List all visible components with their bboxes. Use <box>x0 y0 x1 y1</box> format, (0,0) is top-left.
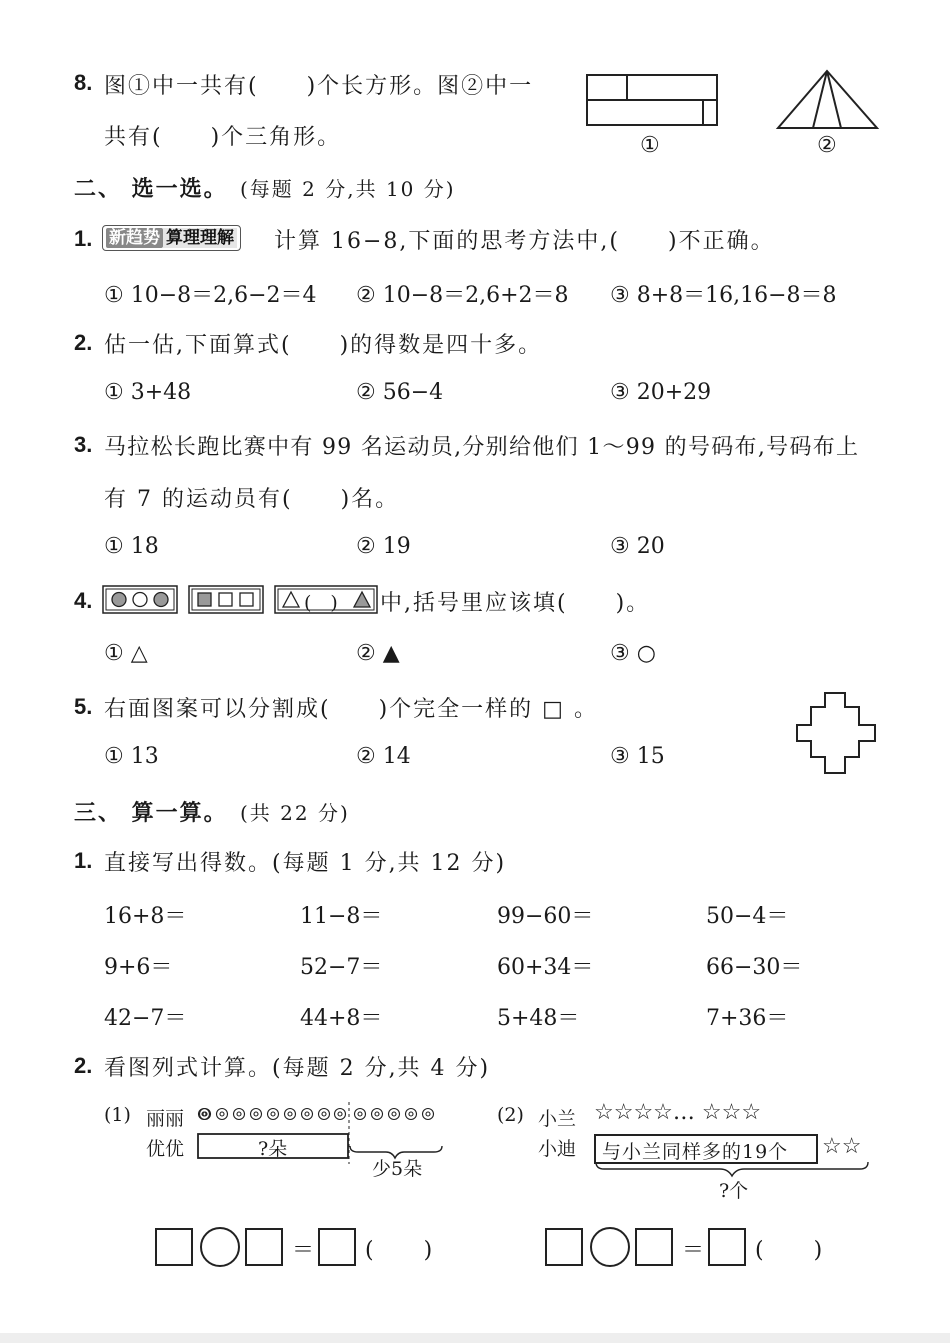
s2-q5-option-1[interactable]: ① 13 <box>104 744 159 769</box>
p2-unit-paren[interactable]: ( ) <box>755 1238 825 1263</box>
s2-q4-number: 4. <box>74 588 93 613</box>
calc-item[interactable]: 52−7＝ <box>300 955 383 980</box>
s2-q3-number: 3. <box>74 432 93 457</box>
s3-q2-number: 2. <box>74 1053 93 1078</box>
p1-equals: ＝ <box>292 1238 317 1263</box>
q8-number: 8. <box>74 70 93 95</box>
p1-label: (1) <box>104 1104 131 1126</box>
p2-label: (2) <box>497 1104 524 1126</box>
p2-name-xiaodi: 小迪 <box>538 1138 577 1160</box>
s2-q1-option-2[interactable]: ② 10−8＝2,6+2＝8 <box>356 283 569 308</box>
s2-q5-option-3[interactable]: ③ 15 <box>610 744 665 769</box>
calc-item[interactable]: 5+48＝ <box>497 1006 580 1031</box>
section3-score: (共 22 分) <box>240 801 350 825</box>
calc-item[interactable]: 60+34＝ <box>497 955 594 980</box>
fig2-label: ② <box>817 133 839 158</box>
p1-operator-circle[interactable] <box>200 1227 240 1267</box>
s2-q4-text: 中,括号里应该填( )。 <box>380 591 651 616</box>
s2-q1-number: 1. <box>74 226 93 251</box>
calc-item[interactable]: 16+8＝ <box>104 904 187 929</box>
p1-less-text: 少5朵 <box>372 1158 423 1180</box>
section2-score: (每题 2 分,共 10 分) <box>240 177 456 201</box>
s2-q5-option-2[interactable]: ② 14 <box>356 744 411 769</box>
s2-q4-blank[interactable]: ( ) <box>304 592 338 614</box>
s2-q2-text: 估一估,下面算式( )的得数是四十多。 <box>104 333 543 358</box>
section3-heading: 三、 算一算。 <box>74 800 228 826</box>
p2-name-xiaolan: 小兰 <box>538 1108 577 1130</box>
p2-box-text: 与小兰同样多的19个 <box>602 1141 789 1163</box>
p1-bar-text: ?朵 <box>258 1138 288 1160</box>
s2-q5-text: 右面图案可以分割成( )个完全一样的 □ 。 <box>104 697 598 722</box>
s2-q1-text: 计算 16−8,下面的思考方法中,( )不正确。 <box>274 229 775 254</box>
q8-line1: 图①中一共有( )个长方形。图②中一 <box>104 74 534 99</box>
p1-name-lili: 丽丽 <box>146 1108 185 1130</box>
q8-line2: 共有( )个三角形。 <box>104 125 342 150</box>
calc-item[interactable]: 99−60＝ <box>497 904 594 929</box>
p2-answer-box-2[interactable] <box>635 1228 673 1266</box>
p2-star-row: ☆☆☆☆… ☆☆☆ <box>594 1100 762 1125</box>
calc-item[interactable]: 50−4＝ <box>706 904 789 929</box>
s2-q2-option-1[interactable]: ① 3+48 <box>104 380 192 405</box>
p1-answer-box-2[interactable] <box>245 1228 283 1266</box>
s2-q3-option-1[interactable]: ① 18 <box>104 534 159 559</box>
calc-item[interactable]: 11−8＝ <box>300 904 383 929</box>
trend-badge <box>102 225 241 251</box>
s2-q2-number: 2. <box>74 330 93 355</box>
s3-q2-text: 看图列式计算。(每题 2 分,共 4 分) <box>104 1056 491 1081</box>
calc-item[interactable]: 66−30＝ <box>706 955 803 980</box>
calc-item[interactable]: 9+6＝ <box>104 955 173 980</box>
p2-result-box[interactable] <box>708 1228 746 1266</box>
fig1-label: ① <box>640 133 662 158</box>
s3-q1-text: 直接写出得数。(每题 1 分,共 12 分) <box>104 851 507 876</box>
s2-q2-option-3[interactable]: ③ 20+29 <box>610 380 712 405</box>
p1-name-youyou: 优优 <box>146 1138 185 1160</box>
s2-q4-option-1[interactable]: ① △ <box>104 641 148 666</box>
cross-shape-figure <box>794 690 880 776</box>
p1-result-box[interactable] <box>318 1228 356 1266</box>
p2-brace-text: ?个 <box>719 1180 749 1202</box>
s2-q4-option-3[interactable]: ③ ○ <box>610 641 656 666</box>
s3-q1-number: 1. <box>74 848 93 873</box>
s2-q1-option-3[interactable]: ③ 8+8＝16,16−8＝8 <box>610 283 837 308</box>
p2-operator-circle[interactable] <box>590 1227 630 1267</box>
square-pattern-icon <box>188 585 264 615</box>
p2-answer-box-1[interactable] <box>545 1228 583 1266</box>
s2-q2-option-2[interactable]: ② 56−4 <box>356 380 444 405</box>
s2-q3-line2: 有 7 的运动员有( )名。 <box>104 487 400 512</box>
p2-extra-stars: ☆☆ <box>822 1134 862 1159</box>
s2-q4-option-2[interactable]: ② ▲ <box>356 641 400 666</box>
calc-item[interactable]: 44+8＝ <box>300 1006 383 1031</box>
badge-reasoning: 算理理解 <box>163 228 237 248</box>
page-bottom-edge <box>0 1333 950 1343</box>
s2-q5-number: 5. <box>74 694 93 719</box>
s2-q3-option-2[interactable]: ② 19 <box>356 534 411 559</box>
s2-q3-option-3[interactable]: ③ 20 <box>610 534 665 559</box>
calc-item[interactable]: 42−7＝ <box>104 1006 187 1031</box>
section2-heading: 二、 选一选。 <box>74 176 228 202</box>
p1-answer-box-1[interactable] <box>155 1228 193 1266</box>
p1-unit-paren[interactable]: ( ) <box>365 1238 435 1263</box>
rectangle-figure <box>585 72 725 132</box>
triangle-figure <box>775 68 881 132</box>
badge-new-trend: 新趋势 <box>106 228 163 248</box>
p2-equals: ＝ <box>682 1238 707 1263</box>
s2-q1-option-1[interactable]: ① 10−8＝2,6−2＝4 <box>104 283 317 308</box>
calc-item[interactable]: 7+36＝ <box>706 1006 789 1031</box>
s2-q3-line1: 马拉松长跑比赛中有 99 名运动员,分别给他们 1～99 的号码布,号码布上 <box>104 435 860 460</box>
circle-pattern-icon <box>102 585 178 615</box>
